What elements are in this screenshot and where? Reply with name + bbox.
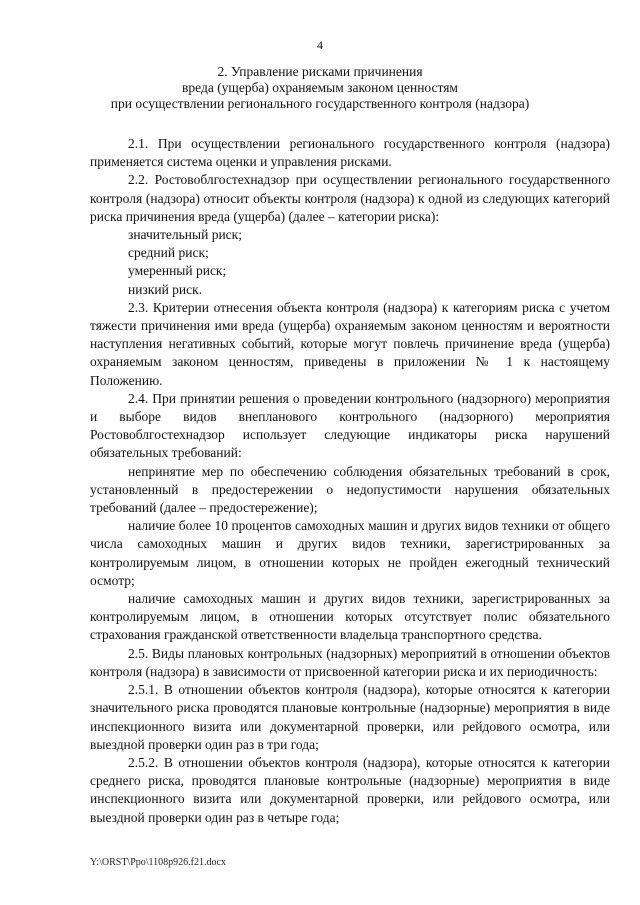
- document-body: [90, 135, 610, 827]
- paragraph-2-4: 2.4. При принятии решения о проведении контрольного (надзорного) мероприятия и выборе видов внепланового контрольного (надзорного) мероприятия Ростовоблгостехнадзор использует следующие индикаторы риска нарушений обязательных требований:: [90, 390, 610, 461]
- paragraph-2-1: 2.1. При осуществлении регионального государственного контроля (надзора) применяется система оценки и управления рисками.: [90, 136, 610, 170]
- heading-line-3: при осуществлении регионального государственного контроля (надзора): [110, 96, 530, 111]
- file-path-footer: Y:\ORST\Ppo\1108p926.f21.docx: [90, 857, 226, 868]
- paragraph-2-5: 2.5. Виды плановых контрольных (надзорных) мероприятий в отношении объектов контроля (надзора) в зависимости от присвоенной категории риска и их периодичность:: [90, 645, 610, 679]
- risk-category-low: низкий риск.: [128, 281, 203, 297]
- section-heading: [40, 64, 600, 112]
- risk-indicator-1: непринятие мер по обеспечению соблюдения обязательных требований в срок, установленный в предостережении о недопустимости нарушения обязательных требований (далее – предостережение);: [90, 463, 610, 516]
- paragraph-2-5-1: 2.5.1. В отношении объектов контроля (надзора), которые относятся к категории значительного риска проводятся плановые контрольные (надзорные) мероприятия в виде инспекционного визита или документарной проверки, или рейдового осмотра, или выездной проверки один раз в три года;: [90, 682, 610, 752]
- risk-indicator-3: наличие самоходных машин и других видов техники, зарегистрированных за контролируемым лицом, в отношении которых отсутствует полис обязательного страхования гражданской ответственности владельца транспортного средства.: [90, 591, 610, 643]
- paragraph-2-3: 2.3. Критерии отнесения объекта контроля (надзора) к категориям риска с учетом тяжести причинения ими вреда (ущерба) охраняемым законом ценностям и вероятности наступления негативных событий, которые могут повлечь причинение вреда (ущерба) охраняемым законом ценностям, приведены в приложении № 1 к настоящему Положению.: [90, 299, 610, 388]
- risk-category-significant: значительный риск;: [128, 227, 242, 243]
- risk-indicator-2: наличие более 10 процентов самоходных машин и других видов техники от общего числа самоходных машин и других видов техники, зарегистрированных за контролируемым лицом, в отношении которых не пройден ежегодный технический осмотр;: [90, 518, 610, 588]
- paragraph-2-5-2: 2.5.2. В отношении объектов контроля (надзора), которые относятся к категории среднего риска, проводятся плановые контрольные (надзорные) мероприятия в виде инспекционного визита или документарной проверки, или рейдового осмотра, или выездной проверки один раз в четыре года;: [90, 754, 610, 825]
- paragraph-2-2: 2.2. Ростовоблгостехнадзор при осуществлении регионального государственного контроля (надзора) относит объекты контроля (надзора) к одной из следующих категорий риска причинения вреда (ущерба) (далее – категории риска):: [90, 172, 610, 224]
- risk-category-moderate: умеренный риск;: [128, 263, 227, 279]
- heading-line-1: 2. Управление рисками причинения: [217, 64, 423, 79]
- page-number: 4: [317, 38, 323, 52]
- heading-line-2: вреда (ущерба) охраняемым законом ценностям: [182, 80, 458, 95]
- risk-category-medium: средний риск;: [128, 245, 209, 261]
